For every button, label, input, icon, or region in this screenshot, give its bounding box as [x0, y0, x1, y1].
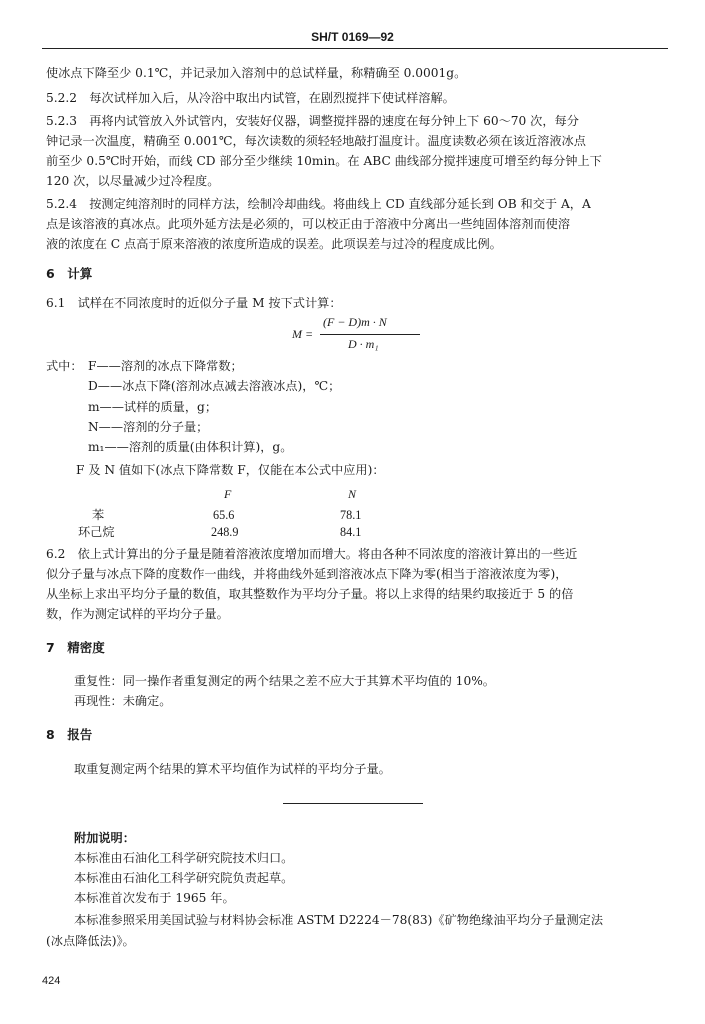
paragraph-5-2-4-line2: 点是该溶液的真冰点。此项外延方法是必须的，可以校正由于溶液中分离出一些纯固体溶剂而使溶 [46, 217, 571, 231]
section-8-heading: 8 报告 [46, 727, 93, 742]
paragraph-6-1: 6.1 试样在不同浓度时的近似分子量 M 按下式计算： [46, 296, 342, 310]
page-number: 424 [42, 975, 61, 987]
table-header-F: F [224, 487, 232, 501]
repeatability: 重复性：同一操作者重复测定的两个结果之差不应大于其算术平均值的 10%。 [74, 674, 495, 688]
note-line: 本标准由石油化工科学研究院负责起草。 [74, 871, 294, 885]
paragraph-5-2-4-line3: 液的浓度在 C 点高于原来溶液的浓度所造成的误差。此项误差与过冷的程度成比例。 [46, 237, 502, 251]
formula-fraction-bar [320, 334, 420, 335]
section-7-heading: 7 精密度 [46, 640, 105, 655]
note-line: 本标准参照采用美国试验与材料协会标准 ASTM D2224－78(83)《矿物绝缘油平均分子量测定法 [74, 913, 604, 927]
notes-title: 附加说明： [74, 831, 135, 845]
paragraph-6-2-line2: 似分子量与冰点下降的度数作一曲线，并将曲线外延到溶液冰点下降为零(相当于溶液浓度为零)， [46, 567, 568, 581]
paragraph-6-2-line1: 6.2 依上式计算出的分子量是随着溶液浓度增加而增大。将由各种不同浓度的溶液计算出的一些近 [46, 547, 578, 561]
formula-denominator: D · m₁ [348, 337, 379, 351]
paragraph-5-2-3-line1: 5.2.3 再将内试管放入外试管内，安装好仪器，调整搅拌器的速度在每分钟上下 60～70 次，每分 [46, 114, 579, 128]
formula-numerator: (F − D)m · N [323, 315, 387, 329]
paragraph-6-2-line4: 数，作为测定试样的平均分子量。 [46, 607, 229, 621]
report-text: 取重复测定两个结果的算术平均值作为试样的平均分子量。 [74, 762, 391, 776]
formula-lhs: M = [292, 327, 314, 341]
reproducibility: 再现性：未确定。 [74, 694, 172, 708]
separator-rule [283, 803, 423, 804]
paragraph-6-2-line3: 从坐标上求出平均分子量的数值，取其整数作为平均分子量。将以上求得的结果约取接近于 5 的倍 [46, 587, 574, 601]
note-line: (冰点降低法)》。 [46, 934, 135, 948]
note-line: 本标准由石油化工科学研究院技术归口。 [74, 851, 294, 865]
table-cell-name: 苯 [92, 508, 105, 522]
table-cell-name: 环己烷 [78, 525, 115, 539]
standard-code-header: SH/T 0169—92 [311, 30, 394, 44]
paragraph-5-2-4-line1: 5.2.4 按测定纯溶剂时的同样方法，绘制冷却曲线。将曲线上 CD 直线部分延长到 OB 和交于 A，A [46, 197, 591, 211]
definition-N: N——溶剂的分子量； [88, 420, 209, 434]
section-6-heading: 6 计算 [46, 266, 93, 281]
table-intro: F 及 N 值如下(冰点下降常数 F，仅能在本公式中应用)： [76, 463, 385, 477]
note-line: 本标准首次发布于 1965 年。 [74, 891, 235, 905]
table-header-N: N [348, 487, 357, 501]
table-cell-F: 65.6 [213, 508, 235, 522]
definition-m1: m₁——溶剂的质量(由体积计算)，g。 [88, 440, 293, 454]
table-cell-N: 78.1 [340, 508, 362, 522]
paragraph-5-2-3-line2: 钟记录一次温度，精确至 0.001℃，每次读数的须轻轻地敲打温度计。温度读数必须在该近溶液冰点 [46, 134, 586, 148]
definition-F: F——溶剂的冰点下降常数； [88, 359, 243, 373]
paragraph-5-2-3-line4: 120 次，以尽量减少过冷程度。 [46, 174, 220, 188]
header-rule [42, 48, 668, 49]
paragraph-5-2-3-line3: 前至少 0.5℃时开始，而线 CD 部分至少继续 10min。在 ABC 曲线部分搅拌速度可增至约每分钟上下 [46, 154, 602, 168]
paragraph-line: 使冰点下降至少 0.1℃，并记录加入溶剂中的总试样量，称精确至 0.0001g。 [46, 66, 467, 80]
paragraph-5-2-2: 5.2.2 每次试样加入后，从冷浴中取出内试管，在剧烈搅拌下使试样溶解。 [46, 91, 455, 105]
definition-m: m——试样的质量，g； [88, 400, 218, 414]
definition-D: D——冰点下降(溶剂冰点减去溶液冰点)，℃； [88, 379, 341, 393]
table-cell-N: 84.1 [340, 525, 362, 539]
table-cell-F: 248.9 [211, 525, 239, 539]
where-intro: 式中： [46, 359, 83, 373]
